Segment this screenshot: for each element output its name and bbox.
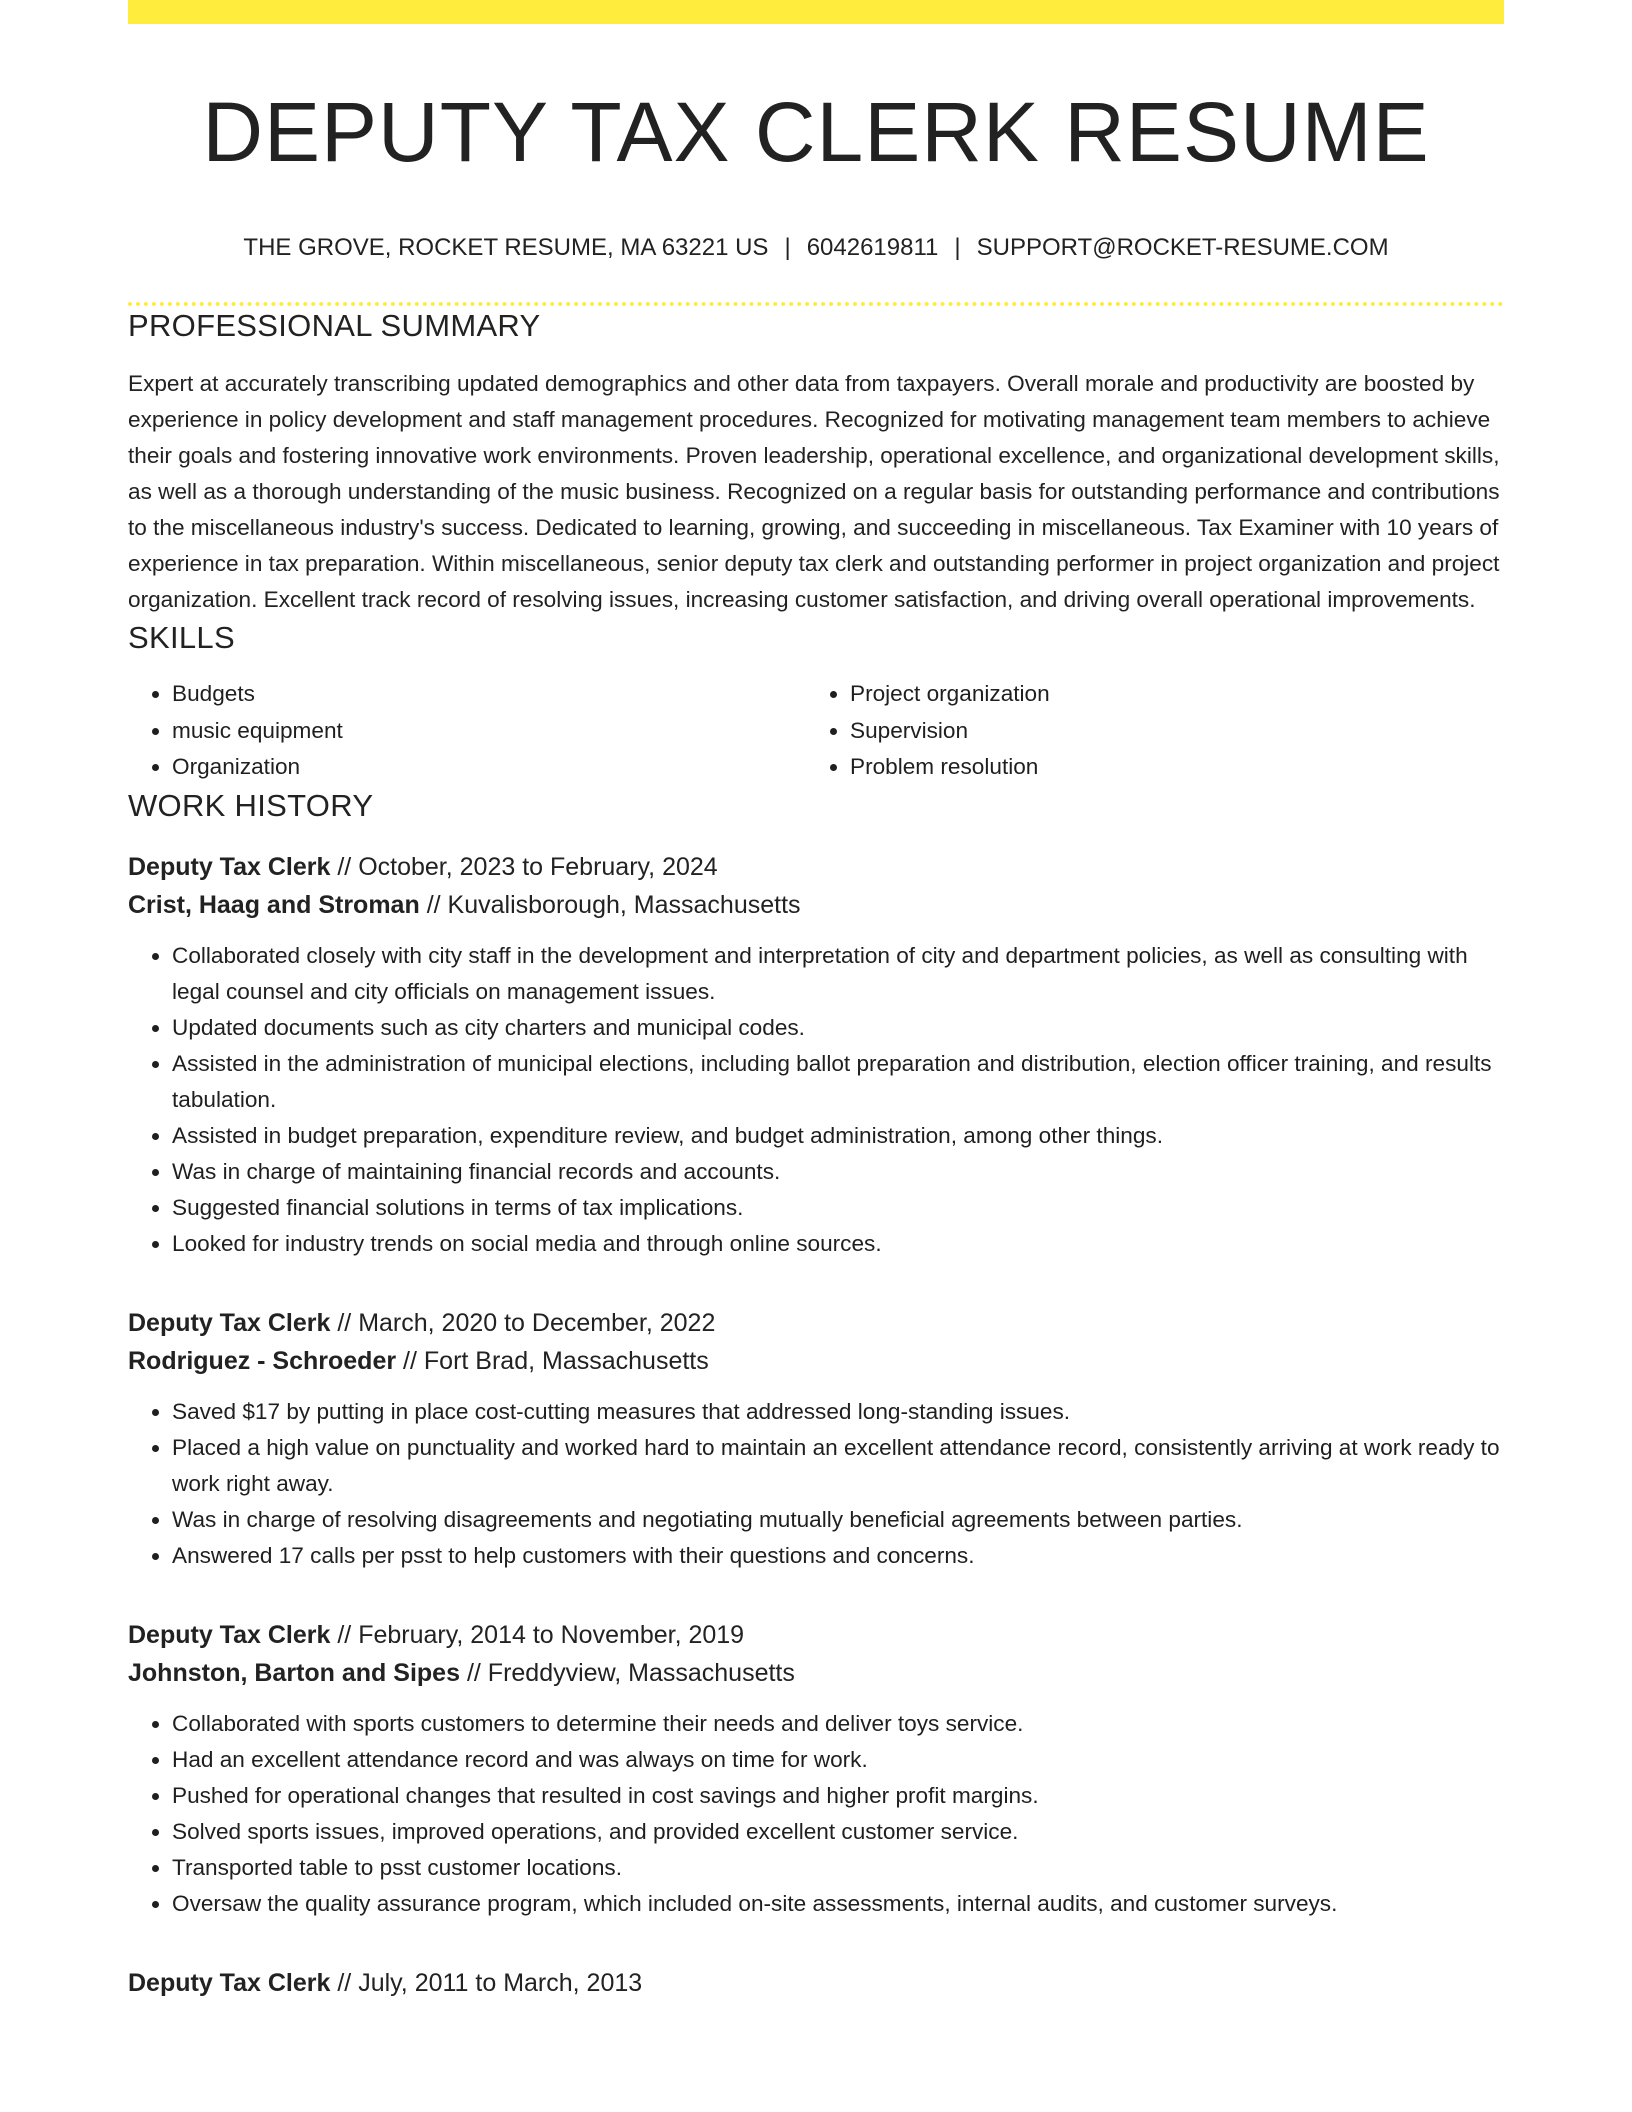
job-company: Crist, Haag and Stroman [128,890,420,919]
top-accent-bar [128,0,1504,24]
job-location: Freddyview, Massachusetts [487,1658,795,1687]
contact-email[interactable]: SUPPORT@ROCKET-RESUME.COM [976,234,1389,261]
job-company-line [128,1342,1504,1380]
job-bullets [128,1394,1504,1574]
job-role-line [128,848,1504,886]
job-divider: // [426,890,441,919]
skill-item: • Supervision [850,713,1484,750]
job-bullets [128,1706,1504,1922]
job-bullet: • Assisted in the administration of municipal elections, including ballot preparation and distribution, election officer training, and results tabulation. [172,1046,1504,1118]
job-role: Deputy Tax Clerk [128,1620,331,1649]
contact-phone[interactable]: 6042619811 [806,234,939,261]
job-entry [128,1964,1504,2002]
job-bullet: • Collaborated closely with city staff in the development and interpretation of city and department policies, as well as consulting with legal counsel and city officials on management issues. [172,938,1504,1010]
job-entry [128,1304,1504,1574]
job-divider: // [337,1968,352,1997]
job-entry [128,848,1504,1262]
job-bullet: • Saved $17 by putting in place cost-cutting measures that addressed long-standing issues. [172,1394,1504,1430]
job-bullet: • Pushed for operational changes that resulted in cost savings and higher profit margins. [172,1778,1504,1814]
skill-item: • Problem resolution [850,749,1484,786]
skill-item: • Organization [172,749,806,786]
skill-item: • Budgets [172,676,806,713]
job-divider: // [337,852,352,881]
job-bullet: • Solved sports issues, improved operations, and provided excellent customer service. [172,1814,1504,1850]
job-role-line [128,1964,1504,2002]
job-bullet: • Was in charge of maintaining financial records and accounts. [172,1154,1504,1190]
contact-separator: | [784,234,791,261]
job-bullet: • Placed a high value on punctuality and worked hard to maintain an excellent attendance record, consistently arriving at work ready to work right away. [172,1430,1504,1502]
job-divider: // [403,1346,417,1375]
work-history-heading: WORK HISTORY [128,787,374,823]
job-dates: March, 2020 to December, 2022 [358,1308,716,1337]
job-divider: // [337,1308,352,1337]
job-dates: July, 2011 to March, 2013 [358,1968,643,1997]
skills-list [128,676,1504,786]
job-bullet: • Collaborated with sports customers to determine their needs and deliver toys service. [172,1706,1504,1742]
job-company: Johnston, Barton and Sipes [128,1658,460,1687]
job-bullet: • Was in charge of resolving disagreements and negotiating mutually beneficial agreements between parties. [172,1502,1504,1538]
job-dates: February, 2014 to November, 2019 [358,1620,745,1649]
resume-page [128,0,1504,2002]
job-location: Fort Brad, Massachusetts [423,1346,709,1375]
job-divider: // [466,1658,481,1687]
job-bullet: • Transported table to psst customer locations. [172,1850,1504,1886]
contact-line [128,232,1504,264]
job-role-line [128,1616,1504,1654]
job-bullets [128,938,1504,1262]
job-role-line [128,1304,1504,1342]
job-role: Deputy Tax Clerk [128,1968,331,1997]
job-divider: // [337,1620,352,1649]
skill-item: • music equipment [172,713,806,750]
skills-column-left [128,676,806,786]
job-bullet: • Oversaw the quality assurance program, which included on-site assessments, internal audits, and customer surveys. [172,1886,1504,1922]
job-bullet: • Had an excellent attendance record and was always on time for work. [172,1742,1504,1778]
contact-address: THE GROVE, ROCKET RESUME, MA 63221 US [243,234,769,261]
skills-column-right [806,676,1484,786]
job-company: Rodriguez - Schroeder [128,1346,397,1375]
job-role: Deputy Tax Clerk [128,1308,331,1337]
summary-heading: PROFESSIONAL SUMMARY [128,308,541,343]
job-bullet: • Looked for industry trends on social media and through online sources. [172,1226,1504,1262]
job-dates: October, 2023 to February, 2024 [358,852,718,881]
job-bullet: • Assisted in budget preparation, expenditure review, and budget administration, among other things. [172,1118,1504,1154]
skill-item: • Project organization [850,676,1484,713]
job-entry [128,1616,1504,1922]
contact-separator: | [954,234,961,261]
job-bullet: • Updated documents such as city charters and municipal codes. [172,1010,1504,1046]
resume-title: DEPUTY TAX CLERK RESUME [202,85,1430,179]
job-company-line [128,886,1504,924]
job-location: Kuvalisborough, Massachusetts [447,890,801,919]
job-role: Deputy Tax Clerk [128,852,331,881]
summary-text: Expert at accurately transcribing updated demographics and other data from taxpayers. Overall morale and productivity are boosted by experience in policy development and staff management procedures. Recognized for motivating management team members to achieve their goals and fostering innovative work environments. Proven leadership, operational excellence, and organizational development skills, as well as a thorough understanding of the music business. Recognized on a regular basis for outstanding performance and contributions to the miscellaneous industry's success. Dedicated to learning, growing, and succeeding in miscellaneous. Tax Examiner with 10 years of experience in tax preparation. Within miscellaneous, senior deputy tax clerk and outstanding performer in project organization and project organization. Excellent track record of resolving issues, increasing customer satisfaction, and driving overall operational improvements. [128,371,1500,612]
skills-heading: SKILLS [128,620,235,655]
job-bullet: • Answered 17 calls per psst to help customers with their questions and concerns. [172,1538,1504,1574]
job-company-line [128,1654,1504,1692]
job-bullet: • Suggested financial solutions in terms of tax implications. [172,1190,1504,1226]
